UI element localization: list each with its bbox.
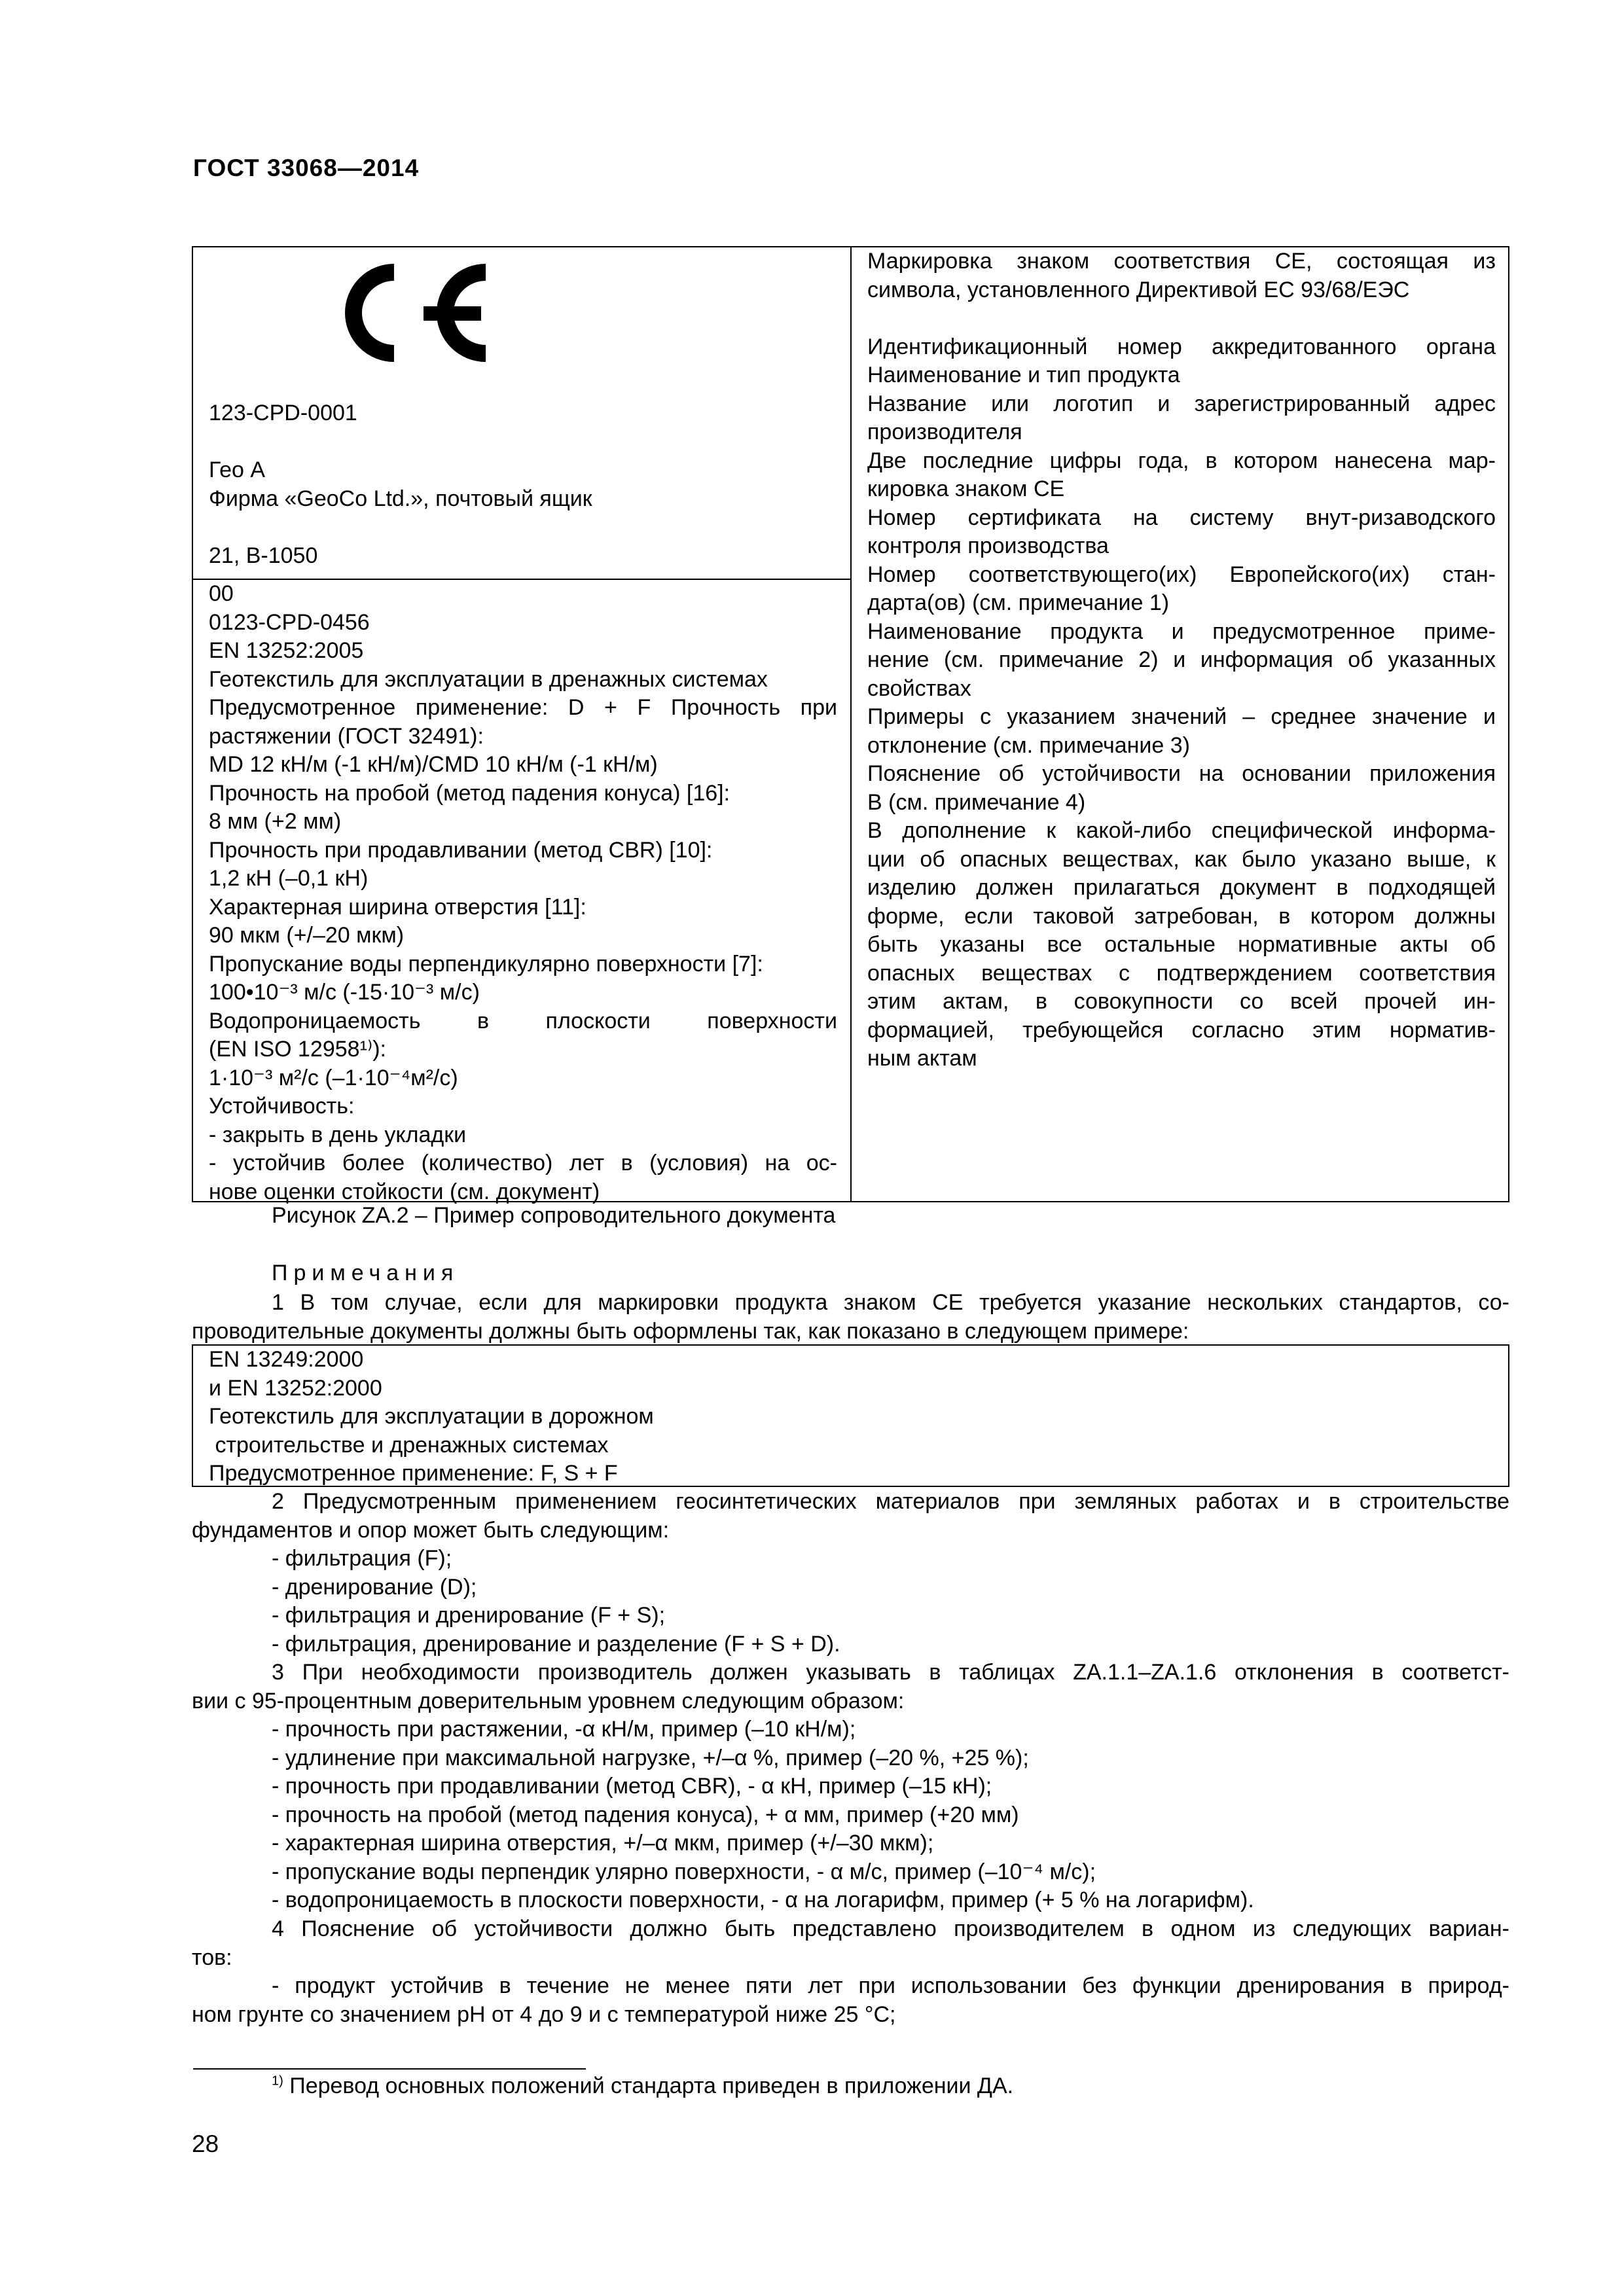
list-item: - фильтрация (F); (272, 1546, 452, 1571)
product-info-line: растяжении (ГОСТ 32491): (209, 723, 484, 749)
explanation-line: ции об опасных веществах, как было указано выше, к (867, 846, 1496, 872)
product-info-line: - закрыть в день укладки (209, 1122, 467, 1147)
manufacturer-block (209, 399, 837, 570)
explanation-line: быть указаны все остальные нормативные акты об (867, 932, 1496, 957)
explanation-line: Две последние цифры года, в котором нанесена мар- (867, 448, 1496, 473)
product-info-block (209, 580, 837, 1206)
note-3 (192, 1659, 1509, 1715)
list-item: - прочность при растяжении, -α кН/м, пример (–10 кН/м); (272, 1717, 856, 1742)
product-info-line: Характерная ширина отверстия [11]: (209, 894, 586, 920)
note-3-line: вии с 95-процентным доверительным уровнем следующим образом: (192, 1688, 905, 1713)
product-info-line: (EN ISO 12958¹⁾): (209, 1037, 387, 1062)
footnote-separator (193, 2068, 586, 2070)
notes-title: Примечания (272, 1261, 460, 1285)
list-item: - удлинение при максимальной нагрузке, +/–α %, пример (–20 %, +25 %); (272, 1745, 1029, 1770)
note-4-line: тов: (192, 1945, 232, 1970)
explanation-line: Примеры с указанием значений – среднее значение и (867, 704, 1496, 729)
ce-mark-logo (312, 254, 502, 372)
note-1 (192, 1289, 1509, 1346)
explanation-line: форме, если таковой затребован, в котором должны (867, 903, 1496, 929)
list-item: - фильтрация и дренирование (F + S); (272, 1603, 666, 1628)
example-line: строительстве и дренажных системах (209, 1432, 609, 1458)
note-4-line: 4 Пояснение об устойчивости должно быть представлено производителем в одном из следующих вариан- (272, 1916, 1509, 1941)
list-item: - характерная ширина отверстия, +/–α мкм, пример (+/–30 мкм); (272, 1831, 934, 1856)
product-info-line: 00 (209, 581, 234, 606)
explanation-line: ным актам (867, 1046, 977, 1071)
list-item: - фильтрация, дренирование и разделение (F + S + D). (272, 1631, 840, 1657)
product-info-line: 0123-CPD-0456 (209, 609, 370, 635)
document-header: ГОСТ 33068—2014 (193, 154, 420, 181)
product-info-line: нове оценки стойкости (см. документ) (209, 1179, 600, 1204)
note-2-line: фундаментов и опор может быть следующим: (192, 1517, 670, 1543)
explanation-line: Номер соответствующего(их) Европейского(их) стан- (867, 562, 1496, 587)
note-4-item (192, 1972, 1509, 2029)
list-item: - дренирование (D); (272, 1574, 477, 1600)
example-line: и EN 13252:2000 (209, 1375, 382, 1401)
explanation-line: Название или логотип и зарегистрированный адрес (867, 391, 1496, 416)
explanation-line: формацией, требующейся согласно этим норматив- (867, 1017, 1496, 1043)
product-info-line: Геотекстиль для эксплуатации в дренажных системах (209, 666, 768, 692)
list-item: - прочность на пробой (метод падения конуса), + α мм, пример (+20 мм) (272, 1802, 1019, 1827)
note-1-line: проводительные документы должны быть оформлены так, как показано в следующем примере: (192, 1318, 1189, 1344)
note-4-item-line: - продукт устойчив в течение не менее пяти лет при использовании без функции дренирования в природ- (272, 1973, 1509, 1998)
product-info-line: 8 мм (+2 мм) (209, 809, 342, 834)
product-info-line: - устойчив более (количество) лет в (условия) на ос- (209, 1151, 837, 1175)
product-info-line: Предусмотренное применение: D + F Прочность при (209, 695, 837, 720)
note-3-list (272, 1715, 1254, 1915)
product-info-line: Водопроницаемость в плоскости поверхности (209, 1008, 837, 1033)
footnote-text: Перевод основных положений стандарта приведен в приложении ДА. (289, 2073, 1014, 2098)
product-info-line: EN 13252:2005 (209, 638, 364, 663)
note-2 (192, 1488, 1509, 1545)
list-item: - водопроницаемость в плоскости поверхности, - α на логарифм, пример (+ 5 % на логарифм). (272, 1888, 1254, 1912)
note-3-line: 3 При необходимости производитель должен указывать в таблицах ZA.1.1–ZA.1.6 отклонения в соответст- (272, 1660, 1509, 1685)
explanation-line: В дополнение к какой-либо специфической информа- (867, 818, 1496, 843)
product-info-line: 1·10⁻³ м²/с (–1·10⁻⁴м²/с) (209, 1065, 458, 1090)
explanation-line: дарта(ов) (см. примечание 1) (867, 590, 1170, 615)
product-info-line: Прочность при продавливании (метод CBR) [10]: (209, 837, 713, 863)
example-line: Предусмотренное применение: F, S + F (209, 1461, 618, 1486)
explanation-line: производителя (867, 420, 1022, 444)
explanation-line: изделию должен прилагаться документ в подходящей (867, 875, 1496, 900)
manufacturer-line: 123-CPD-0001 (209, 401, 357, 425)
explanation-line: этим актам, в совокупности со всей прочей ин- (867, 989, 1496, 1014)
explanation-line: Маркировка знаком соответствия CE, состоящая из (867, 249, 1496, 274)
note-1-line: 1 В том случае, если для маркировки продукта знаком CE требуется указание нескольких стандартов, со- (272, 1290, 1509, 1315)
product-info-line: MD 12 кН/м (-1 кН/м)/CMD 10 кН/м (-1 кН/м) (209, 752, 658, 777)
manufacturer-line (209, 513, 837, 542)
figure-caption: Рисунок ZA.2 – Пример сопроводительного документа (272, 1203, 836, 1228)
manufacturer-line: Фирма «GeoCo Ltd.», почтовый ящик (209, 486, 592, 511)
footnote-mark: 1) (272, 2073, 283, 2089)
manufacturer-line: 21, B-1050 (209, 543, 318, 568)
list-item: - пропускание воды перпендик улярно поверхности, - α м/с, пример (–10⁻⁴ м/с); (272, 1859, 1096, 1884)
explanation-line: нение (см. примечание 2) и информация об указанных (867, 647, 1496, 672)
explanation-line: символа, установленного Директивой ЕС 93/68/ЕЭС (867, 277, 1410, 302)
note-4-item-line: ном грунте со значением pH от 4 до 9 и с температурой ниже 25 °С; (192, 2001, 896, 2027)
list-item: - прочность при продавливании (метод CBR), - α кН, пример (–15 кН); (272, 1774, 992, 1799)
sample-document-figure (192, 246, 1509, 1202)
manufacturer-line (209, 428, 837, 457)
example-line: Геотекстиль для эксплуатации в дорожном (209, 1404, 654, 1429)
note-4 (192, 1915, 1509, 1972)
explanation-line: Наименование и тип продукта (867, 363, 1180, 387)
note-2-line: 2 Предусмотренным применением геосинтетических материалов при земляных работах и в строительстве (272, 1489, 1509, 1514)
product-info-line: 1,2 кН (–0,1 кН) (209, 866, 369, 891)
product-info-line: Пропускание воды перпендикулярно поверхности [7]: (209, 951, 763, 977)
explanation-line: Наименование продукта и предусмотренное приме- (867, 619, 1496, 644)
explanation-line: опасных веществах с подтверждением соответствия (867, 960, 1496, 986)
example-box (192, 1344, 1509, 1487)
explanation-line (867, 304, 1496, 333)
product-info-line: Устойчивость: (209, 1094, 355, 1119)
product-info-line: 100•10⁻³ м/с (-15·10⁻³ м/с) (209, 980, 480, 1005)
explanation-line: свойствах (867, 675, 971, 701)
explanation-line: Пояснение об устойчивости на основании приложения (867, 761, 1496, 786)
explanation-line: Идентификационный номер аккредитованного органа (867, 334, 1496, 359)
explanation-line: контроля производства (867, 533, 1109, 558)
explanation-line: кировка знаком CE (867, 476, 1065, 501)
product-info-line: 90 мкм (+/–20 мкм) (209, 923, 405, 948)
explanation-column (867, 247, 1496, 1073)
explanation-line: B (см. примечание 4) (867, 789, 1086, 815)
column-divider (850, 247, 852, 1201)
example-line: EN 13249:2000 (209, 1347, 364, 1372)
footnote (272, 2073, 1013, 2099)
note-2-list (272, 1545, 840, 1659)
page-number: 28 (192, 2130, 219, 2157)
product-info-line: Прочность на пробой (метод падения конуса) [16]: (209, 780, 731, 806)
explanation-line: Номер сертификата на систему внут-ризаводского (867, 505, 1496, 530)
explanation-line: отклонение (см. примечание 3) (867, 732, 1190, 758)
manufacturer-line: Гео А (209, 457, 266, 482)
